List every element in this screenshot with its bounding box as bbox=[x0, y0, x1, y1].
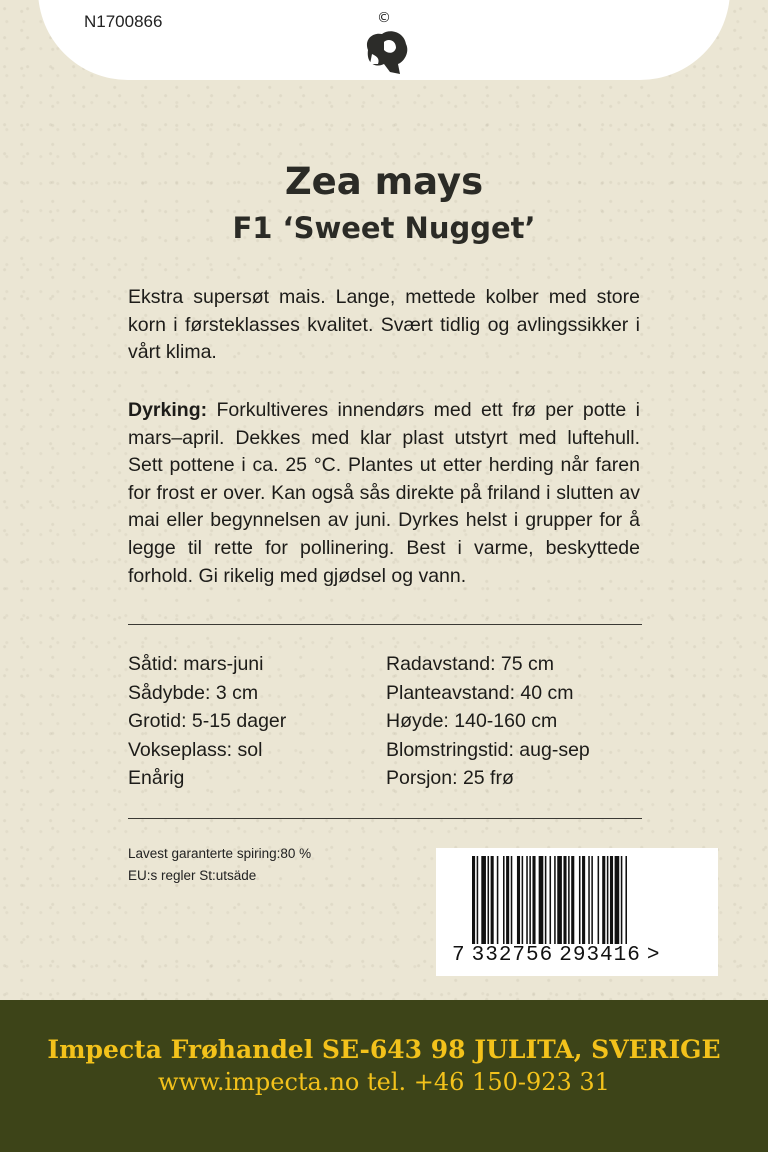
barcode-bar bbox=[588, 856, 590, 944]
barcode-bar bbox=[481, 856, 486, 944]
fact-germination-time: Grotid: 5-15 dager bbox=[128, 710, 287, 733]
facts-right bbox=[386, 650, 646, 793]
barcode-bar bbox=[532, 856, 535, 944]
growing-label: Dyrking: bbox=[128, 399, 208, 421]
barcode-bar bbox=[557, 856, 562, 944]
barcode-bar bbox=[497, 856, 499, 944]
growing-text: Forkultiveres innendørs med ett frø per potte i mars–april. Dekkes med klar plast utstyrt med luftehull. Sett pottene i ca. 25 °C. Plantes ut etter herding når faren for frost er over. Kan også sås direkte på friland i slutten av mai eller begynnelsen av juni. Dyrkes helst i grupper for å legge til rette for pollinering. Best i varme, beskyttede forhold. Gi rikelig med gjødsel og vann. bbox=[128, 399, 640, 587]
barcode-bar bbox=[539, 856, 544, 944]
barcode-bar bbox=[506, 856, 509, 944]
barcode-bar bbox=[602, 856, 605, 944]
fact-portion: Porsjon: 25 frø bbox=[386, 767, 514, 790]
barcode-bar bbox=[625, 856, 627, 944]
barcode-bar bbox=[607, 856, 609, 944]
fact-sowing-depth: Sådybde: 3 cm bbox=[128, 681, 259, 704]
barcode-bar bbox=[529, 856, 531, 944]
barcode-group-1: 332756 bbox=[471, 944, 554, 967]
barcode-bar bbox=[563, 856, 566, 944]
germination-note: Lavest garanterte spiring:80 % bbox=[128, 846, 312, 861]
barcode-bar bbox=[598, 856, 600, 944]
fact-flowering-time: Blomstringstid: aug-sep bbox=[386, 738, 590, 761]
facts-left bbox=[128, 650, 368, 793]
barcode-bar bbox=[591, 856, 593, 944]
barcode-bar bbox=[568, 856, 570, 944]
fact-location: Vokseplass: sol bbox=[128, 738, 263, 761]
divider-top bbox=[128, 624, 642, 625]
squirrel-logo-icon bbox=[354, 6, 414, 80]
fact-height: Høyde: 140-160 cm bbox=[386, 710, 558, 733]
fact-lifecycle: Enårig bbox=[128, 767, 185, 790]
barcode-bar bbox=[488, 856, 490, 944]
article-number: N1700866 bbox=[84, 12, 163, 31]
divider-bottom bbox=[128, 818, 642, 819]
barcode-bar bbox=[582, 856, 585, 944]
growing-instructions bbox=[128, 397, 640, 590]
fact-plant-spacing: Planteavstand: 40 cm bbox=[386, 681, 574, 704]
barcode-bar bbox=[526, 856, 528, 944]
barcode-bar bbox=[491, 856, 494, 944]
footer bbox=[0, 1000, 768, 1152]
barcode-bar bbox=[615, 856, 620, 944]
variety-title: F1 ‘Sweet Nugget’ bbox=[232, 211, 536, 245]
barcode-bars bbox=[472, 856, 680, 944]
barcode-bar bbox=[517, 856, 520, 944]
barcode-bar bbox=[621, 856, 623, 944]
eu-rules-note: EU:s regler St:utsäde bbox=[128, 868, 257, 883]
barcode-bar bbox=[571, 856, 574, 944]
fact-sowing-time: Såtid: mars-juni bbox=[128, 653, 264, 675]
barcode-bar bbox=[477, 856, 479, 944]
barcode-bar bbox=[610, 856, 613, 944]
species-title: Zea mays bbox=[284, 160, 484, 203]
barcode-bar bbox=[472, 856, 475, 944]
barcode-bar bbox=[554, 856, 556, 944]
fact-row-spacing: Radavstand: 75 cm bbox=[386, 653, 555, 675]
barcode-bar bbox=[503, 856, 505, 944]
barcode-group-2: 293416 bbox=[559, 944, 641, 967]
company-contact: www.impecta.no tel. +46 150-923 31 bbox=[158, 1068, 610, 1096]
copyright-symbol: © bbox=[377, 10, 391, 26]
barcode-bar bbox=[511, 856, 513, 944]
barcode-bar bbox=[550, 856, 552, 944]
barcode-bar bbox=[545, 856, 547, 944]
description: Ekstra supersøt mais. Lange, mettede kolber med store korn i førsteklasses kvalitet. Svært tidlig og avlingssikker i vårt klima. bbox=[128, 286, 640, 364]
barcode-first-digit: 7 bbox=[452, 944, 466, 967]
barcode-end-mark: > bbox=[646, 944, 661, 967]
barcode-digits bbox=[452, 944, 660, 967]
barcode-bar bbox=[522, 856, 524, 944]
barcode-bar bbox=[579, 856, 581, 944]
company-address: Impecta Frøhandel SE-643 98 JULITA, SVERIGE bbox=[47, 1035, 721, 1064]
barcode bbox=[436, 848, 718, 976]
